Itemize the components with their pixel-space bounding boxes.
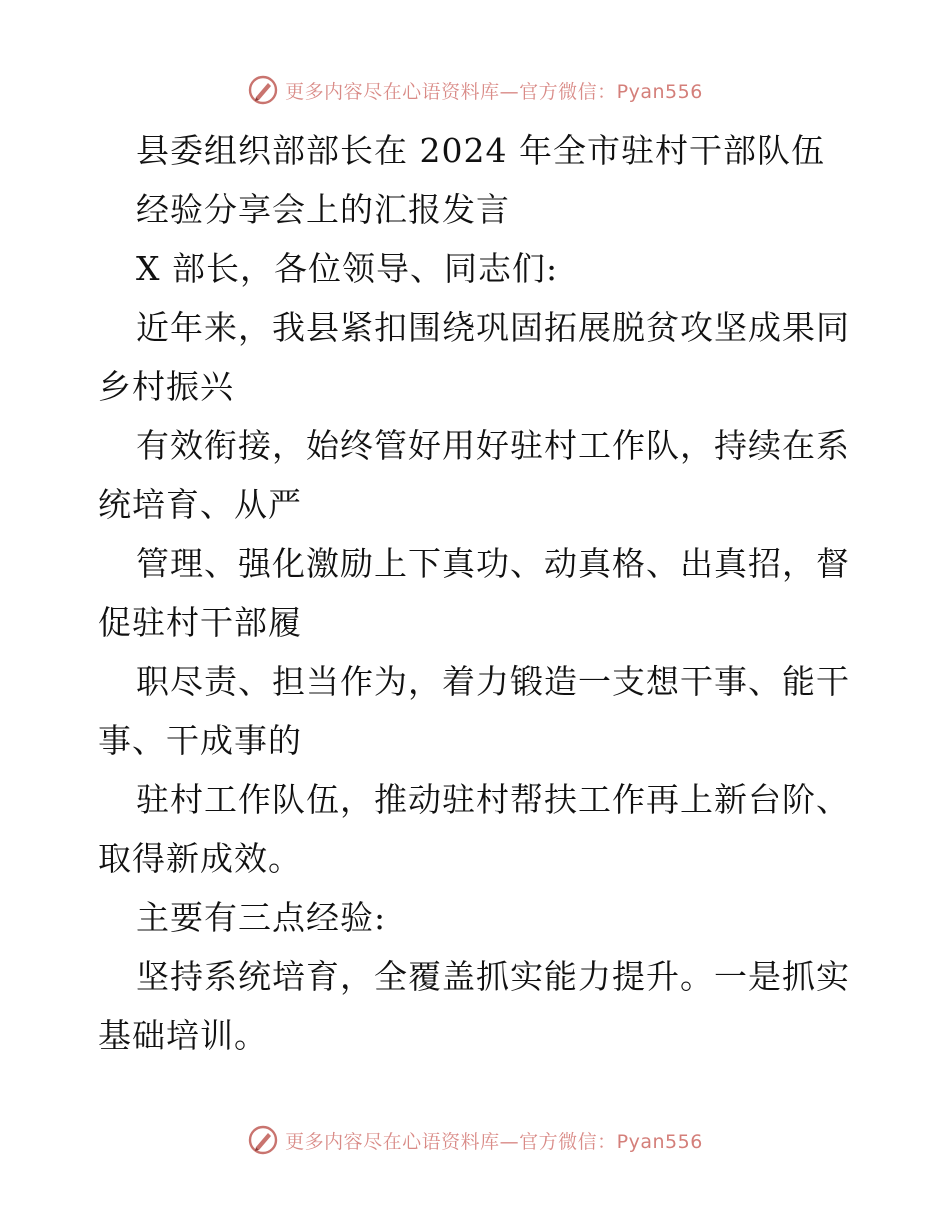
text-line: 主要有三点经验: [136, 898, 387, 937]
header-watermark [0, 72, 950, 108]
pen-logo-icon [247, 1124, 279, 1156]
text-line: 乡村振兴 [98, 367, 234, 406]
text-line: 事、干成事的 [98, 721, 302, 760]
watermark-handle: Pyan556 [616, 80, 703, 103]
text-line: 坚持系统培育，全覆盖抓实能力提升。一是抓实 [136, 957, 850, 996]
text-line: 管理、强化激励上下真功、动真格、出真招，督 [136, 544, 850, 583]
pen-logo-icon [247, 74, 279, 106]
text-line: 统培育、从严 [98, 485, 302, 524]
text-line: 促驻村干部履 [98, 603, 302, 642]
watermark-text: 更多内容尽在心语资料库—官方微信：Pyan556 [285, 80, 703, 103]
text-line: 经验分享会上的汇报发言 [136, 190, 510, 229]
text-line: 基础培训。 [98, 1016, 268, 1055]
text-line: 县委组织部部长在 2024 年全市驻村干部队伍 [136, 131, 825, 170]
document-body [98, 121, 858, 1065]
watermark-text: 更多内容尽在心语资料库—官方微信：Pyan556 [285, 1130, 703, 1153]
text-line: 取得新成效。 [98, 839, 302, 878]
text-line: 有效衔接，始终管好用好驻村工作队，持续在系 [136, 426, 850, 465]
footer-watermark [0, 1122, 950, 1158]
text-line: 驻村工作队伍，推动驻村帮扶工作再上新台阶、 [136, 780, 850, 819]
text-line: X 部长，各位领导、同志们: [136, 249, 559, 288]
watermark-handle: Pyan556 [616, 1130, 703, 1153]
text-line: 近年来，我县紧扣围绕巩固拓展脱贫攻坚成果同 [136, 308, 850, 347]
text-line: 职尽责、担当作为，着力锻造一支想干事、能干 [136, 662, 850, 701]
